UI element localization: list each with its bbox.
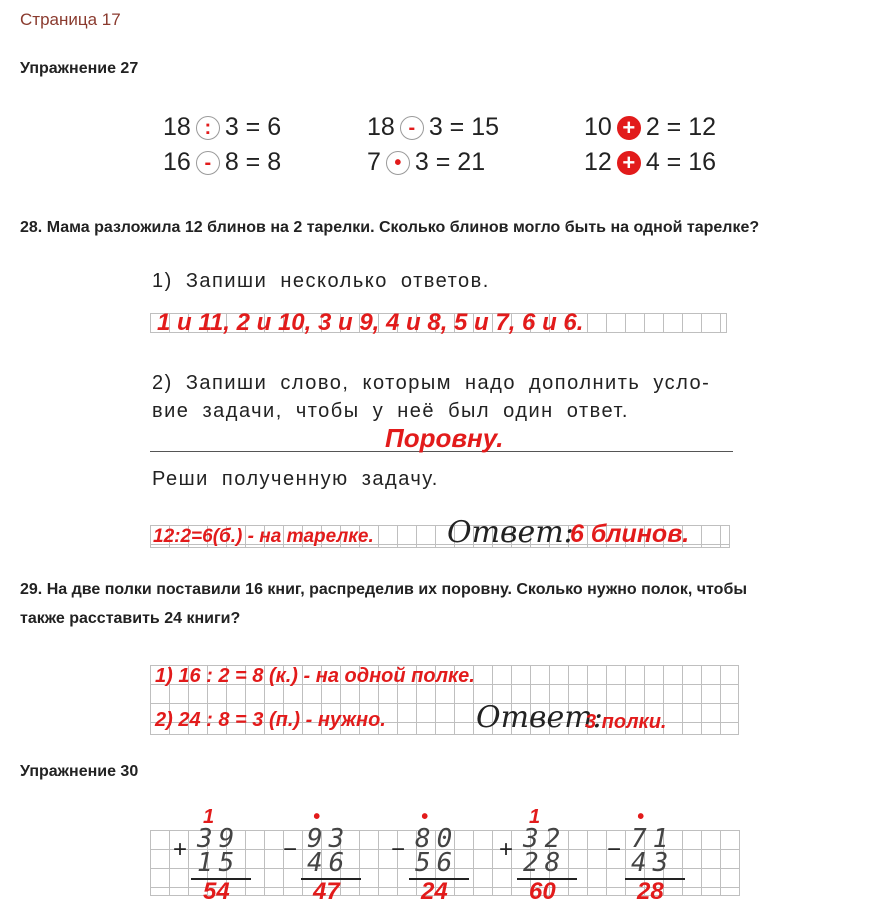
first-number: 32 — [523, 824, 567, 854]
operator-circle: + — [617, 151, 641, 175]
question-3: Реши полученную задачу. — [152, 468, 439, 490]
operation-sign: + — [499, 836, 514, 863]
equation-result: = 21 — [435, 148, 486, 176]
first-number: 71 — [631, 824, 675, 854]
column-subtraction-2 — [283, 806, 363, 914]
answer-text: 6 блинов. — [570, 520, 690, 548]
operand: 10 — [584, 113, 612, 141]
question-1: 1) Запиши несколько ответов. — [152, 270, 490, 292]
answer-word-29: Ответ: — [476, 700, 603, 735]
column-result: 54 — [203, 878, 230, 905]
second-number: 56 — [415, 848, 459, 878]
answer-word: Ответ: — [447, 515, 574, 550]
column-result: 28 — [637, 878, 664, 905]
second-number: 46 — [307, 848, 351, 878]
exercise-30-heading: Упражнение 30 — [20, 763, 139, 780]
task-29-line-2: также расставить 24 книги? — [20, 610, 241, 627]
answer-29: 3 полки. — [585, 711, 667, 733]
column-subtraction-5 — [607, 806, 687, 914]
column-subtraction-3 — [391, 806, 471, 914]
borrow-mark: • — [313, 806, 321, 828]
equation-3 — [584, 113, 716, 142]
operand: 3 — [414, 148, 429, 176]
operation-sign: + — [173, 836, 188, 863]
operand: 4 — [645, 148, 660, 176]
operator-circle: - — [196, 151, 220, 175]
carry-mark: 1 — [203, 806, 215, 828]
operand: 16 — [163, 148, 191, 176]
first-number: 80 — [415, 824, 459, 854]
step-1: 1) 16 : 2 = 8 (к.) - на одной полке. — [155, 665, 475, 687]
second-number: 43 — [631, 848, 675, 878]
borrow-mark: • — [421, 806, 429, 828]
column-result: 47 — [313, 878, 340, 905]
operand: 7 — [367, 148, 381, 176]
operand: 18 — [163, 113, 191, 141]
equation-6 — [584, 148, 716, 177]
exercise-27-heading: Упражнение 27 — [20, 60, 139, 77]
operand: 2 — [645, 113, 660, 141]
solution-text: 12:2=6(б.) - на тарелке. — [153, 526, 374, 547]
second-number: 15 — [197, 848, 241, 878]
task-28-text: 28. Мама разложила 12 блинов на 2 тарелки. Сколько блинов могло быть на одной тарелке? — [20, 219, 760, 236]
column-result: 24 — [421, 878, 448, 905]
question-2-line-2: вие задачи, чтобы у неё был один ответ. — [152, 400, 629, 422]
equation-result: = 6 — [245, 113, 282, 141]
first-number: 39 — [197, 824, 241, 854]
task-29-line-1: 29. На две полки поставили 16 книг, распределив их поровну. Сколько нужно полок, чтобы — [20, 581, 747, 598]
operand: 3 — [224, 113, 239, 141]
borrow-mark: • — [637, 806, 645, 828]
first-number: 93 — [307, 824, 351, 854]
step-2: 2) 24 : 8 = 3 (п.) - нужно. — [155, 709, 386, 731]
answer-1: 1 и 11, 2 и 10, 3 и 9, 4 и 8, 5 и 7, 6 и 6. — [157, 309, 584, 336]
operator-circle: - — [400, 116, 424, 140]
equation-result: = 8 — [245, 148, 282, 176]
equation-5 — [367, 148, 485, 177]
operand: 8 — [224, 148, 239, 176]
equation-4 — [163, 148, 281, 177]
operand: 18 — [367, 113, 395, 141]
column-result: 60 — [529, 878, 556, 905]
operator-circle: : — [196, 116, 220, 140]
page-label: Страница 17 — [20, 10, 121, 29]
equation-result: = 12 — [666, 113, 717, 141]
operator-circle: • — [386, 151, 410, 175]
operation-sign: − — [607, 836, 622, 863]
equation-2 — [367, 113, 499, 142]
question-2-line-1: 2) Запиши слово, которым надо дополнить усло- — [152, 372, 711, 394]
equation-result: = 15 — [449, 113, 500, 141]
operation-sign: − — [283, 836, 298, 863]
equation-1 — [163, 113, 281, 142]
column-addition-4 — [499, 806, 579, 914]
operand: 3 — [428, 113, 443, 141]
operand: 12 — [584, 148, 612, 176]
column-addition-1 — [173, 806, 253, 914]
operator-circle: + — [617, 116, 641, 140]
carry-mark: 1 — [529, 806, 541, 828]
answer-2: Поровну. — [385, 423, 504, 453]
operation-sign: − — [391, 836, 406, 863]
second-number: 28 — [523, 848, 567, 878]
equation-result: = 16 — [666, 148, 717, 176]
